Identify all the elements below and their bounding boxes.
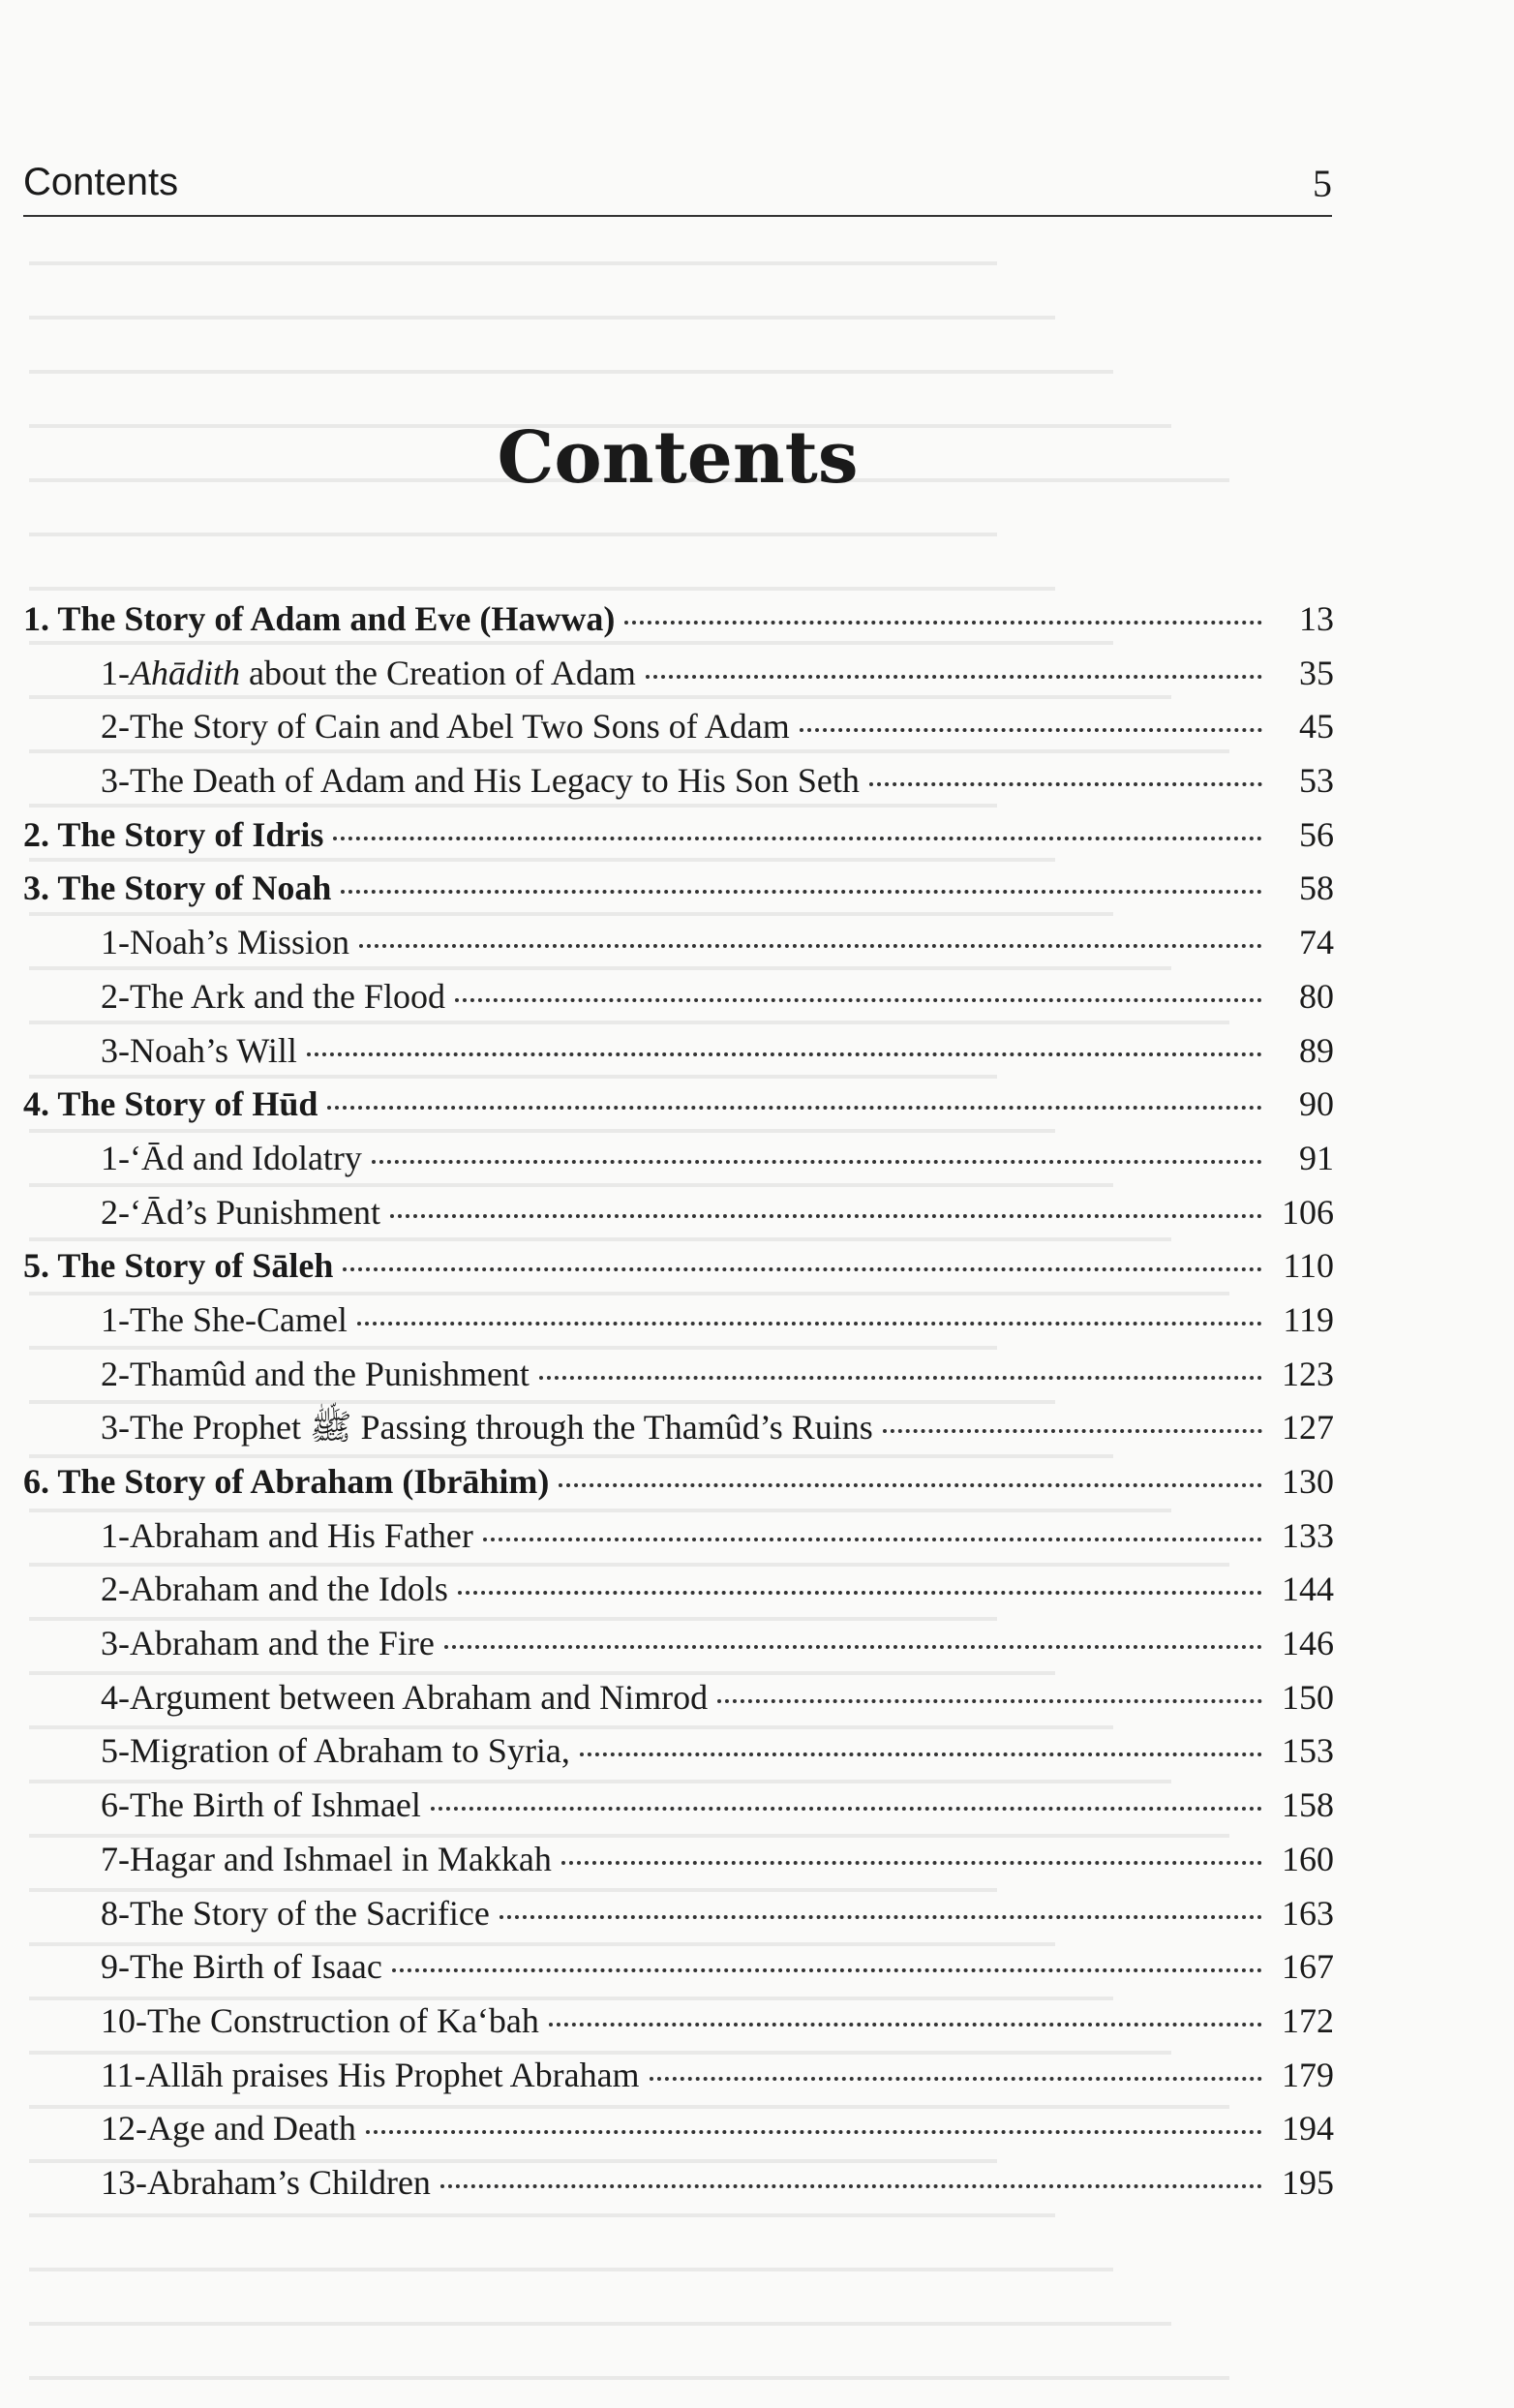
toc-dot-leader	[366, 2130, 1262, 2134]
toc-dot-leader	[624, 621, 1262, 625]
toc-section-entry	[23, 1186, 1334, 1240]
toc-section-entry	[23, 2102, 1334, 2156]
show-through-line	[29, 2322, 1171, 2326]
toc-entry-page-number: 110	[1283, 1246, 1334, 1286]
toc-entry-page-number: 163	[1282, 1893, 1334, 1933]
toc-section-entry	[23, 1348, 1334, 1402]
toc-dot-leader	[327, 1106, 1262, 1110]
toc-entry-label: 1-Abraham and His Father	[101, 1515, 473, 1555]
toc-dot-leader	[869, 782, 1262, 786]
toc-entry-label: 8-The Story of the Sacrifice	[101, 1893, 490, 1933]
toc-dot-leader	[580, 1753, 1262, 1756]
toc-section-entry	[23, 1401, 1334, 1455]
toc-entry-page-number: 56	[1299, 814, 1334, 854]
toc-entry-page-number: 119	[1283, 1299, 1334, 1339]
toc-entry-label: 5. The Story of Sāleh	[23, 1246, 334, 1286]
toc-entry-page-number: 146	[1282, 1624, 1334, 1663]
toc-chapter-entry	[23, 593, 1334, 647]
toc-dot-leader	[800, 728, 1262, 732]
toc-entry-label: 2-The Ark and the Flood	[101, 976, 445, 1016]
table-of-contents	[23, 593, 1334, 2210]
toc-chapter-entry	[23, 1078, 1334, 1132]
toc-dot-leader	[561, 1861, 1262, 1865]
toc-section-entry	[23, 754, 1334, 808]
toc-chapter-entry	[23, 808, 1334, 863]
page-title: Contents	[497, 416, 859, 500]
toc-section-entry	[23, 1833, 1334, 1887]
toc-entry-label: 9-The Birth of Isaac	[101, 1947, 382, 1987]
toc-chapter-entry	[23, 862, 1334, 916]
toc-dot-leader	[307, 1052, 1262, 1056]
toc-entry-label: 1-‘Ād and Idolatry	[101, 1138, 362, 1177]
toc-section-entry	[23, 1509, 1334, 1564]
toc-entry-page-number: 158	[1282, 1785, 1334, 1825]
toc-entry-page-number: 123	[1282, 1354, 1334, 1393]
toc-section-entry	[23, 2156, 1334, 2210]
toc-dot-leader	[549, 2023, 1262, 2027]
toc-dot-leader	[646, 675, 1262, 679]
toc-entry-page-number: 153	[1282, 1731, 1334, 1771]
toc-entry-page-number: 144	[1282, 1570, 1334, 1609]
toc-entry-label: 13-Abraham’s Children	[101, 2162, 431, 2202]
toc-entry-label: 2-Thamûd and the Punishment	[101, 1354, 530, 1393]
toc-section-entry	[23, 2049, 1334, 2103]
toc-section-entry	[23, 1724, 1334, 1779]
toc-entry-label: 5-Migration of Abraham to Syria,	[101, 1731, 570, 1771]
toc-section-entry	[23, 1887, 1334, 1941]
toc-entry-page-number: 74	[1299, 923, 1334, 962]
toc-entry-label: 11-Allāh praises His Prophet Abraham	[101, 2055, 640, 2094]
toc-entry-page-number: 53	[1299, 761, 1334, 801]
running-header	[23, 157, 1332, 217]
toc-entry-page-number: 172	[1282, 2000, 1334, 2040]
toc-entry-page-number: 160	[1282, 1839, 1334, 1878]
toc-dot-leader	[333, 837, 1262, 840]
show-through-line	[29, 2213, 1055, 2217]
toc-entry-page-number: 45	[1299, 707, 1334, 747]
toc-entry-page-number: 133	[1282, 1515, 1334, 1555]
toc-section-entry	[23, 1779, 1334, 1833]
toc-dot-leader	[440, 2184, 1262, 2188]
toc-entry-label: 6-The Birth of Ishmael	[101, 1785, 421, 1825]
toc-entry-label: 3-Abraham and the Fire	[101, 1624, 435, 1663]
toc-section-entry	[23, 1294, 1334, 1348]
toc-chapter-entry	[23, 1239, 1334, 1294]
toc-entry-label: 3-The Death of Adam and His Legacy to His Son Seth	[101, 761, 860, 801]
show-through-line	[29, 2268, 1113, 2271]
toc-section-entry	[23, 1671, 1334, 1725]
toc-entry-page-number: 89	[1299, 1030, 1334, 1070]
toc-entry-label: 4-Argument between Abraham and Nimrod	[101, 1677, 709, 1717]
toc-entry-page-number: 106	[1282, 1192, 1334, 1232]
toc-section-entry	[23, 1563, 1334, 1617]
toc-dot-leader	[341, 890, 1262, 894]
toc-entry-page-number: 90	[1299, 1084, 1334, 1124]
toc-entry-label: 3-The Prophet ﷺ Passing through the Thamûd’s Ruins	[101, 1408, 873, 1448]
toc-dot-leader	[455, 998, 1262, 1002]
show-through-line	[29, 2376, 1229, 2380]
toc-entry-page-number: 194	[1282, 2109, 1334, 2149]
toc-dot-leader	[717, 1699, 1262, 1703]
running-header-page-number: 5	[1313, 162, 1332, 205]
toc-chapter-entry	[23, 1455, 1334, 1509]
toc-entry-label: 1. The Story of Adam and Eve (Hawwa)	[23, 599, 616, 638]
toc-dot-leader	[559, 1483, 1262, 1487]
toc-dot-leader	[444, 1645, 1262, 1649]
toc-section-entry	[23, 916, 1334, 970]
toc-entry-page-number: 58	[1299, 869, 1334, 908]
show-through-line	[29, 316, 1055, 320]
show-through-line	[29, 587, 1055, 591]
toc-entry-page-number: 150	[1282, 1677, 1334, 1717]
toc-entry-page-number: 80	[1299, 976, 1334, 1016]
toc-dot-leader	[343, 1267, 1262, 1271]
toc-section-entry	[23, 1617, 1334, 1671]
toc-entry-label: 7-Hagar and Ishmael in Makkah	[101, 1839, 552, 1878]
toc-entry-label: 2-The Story of Cain and Abel Two Sons of Adam	[101, 707, 790, 747]
toc-entry-label: 4. The Story of Hūd	[23, 1084, 318, 1124]
toc-entry-label: 3-Noah’s Will	[101, 1030, 297, 1070]
toc-section-entry	[23, 1024, 1334, 1079]
toc-entry-page-number: 167	[1282, 1947, 1334, 1987]
toc-entry-label: 12-Age and Death	[101, 2109, 356, 2149]
toc-dot-leader	[458, 1591, 1262, 1595]
toc-entry-page-number: 35	[1299, 653, 1334, 692]
toc-dot-leader	[431, 1807, 1262, 1811]
toc-entry-label: 3. The Story of Noah	[23, 869, 332, 908]
toc-section-entry	[23, 1940, 1334, 1995]
toc-section-entry	[23, 1995, 1334, 2049]
toc-entry-page-number: 127	[1282, 1408, 1334, 1448]
running-header-section: Contents	[23, 161, 179, 203]
toc-entry-page-number: 130	[1282, 1462, 1334, 1501]
toc-dot-leader	[539, 1376, 1262, 1380]
toc-entry-label: 1-The She-Camel	[101, 1299, 348, 1339]
toc-dot-leader	[357, 1322, 1262, 1326]
toc-dot-leader	[390, 1214, 1262, 1218]
toc-entry-page-number: 195	[1282, 2162, 1334, 2202]
toc-dot-leader	[372, 1160, 1262, 1164]
toc-dot-leader	[483, 1538, 1262, 1541]
toc-entry-page-number: 179	[1282, 2055, 1334, 2094]
toc-section-entry	[23, 1132, 1334, 1186]
toc-section-entry	[23, 970, 1334, 1024]
show-through-line	[29, 261, 997, 265]
show-through-line	[29, 370, 1113, 374]
toc-entry-label: 10-The Construction of Ka‘bah	[101, 2000, 539, 2040]
toc-entry-label: 6. The Story of Abraham (Ibrāhim)	[23, 1462, 550, 1501]
toc-entry-label: 2-Abraham and the Idols	[101, 1570, 448, 1609]
toc-entry-label: 2. The Story of Idris	[23, 814, 324, 854]
show-through-line	[29, 533, 997, 536]
toc-dot-leader	[500, 1915, 1262, 1919]
toc-dot-leader	[359, 944, 1262, 948]
toc-section-entry	[23, 700, 1334, 754]
toc-dot-leader	[650, 2077, 1262, 2081]
toc-entry-label: 2-‘Ād’s Punishment	[101, 1192, 381, 1232]
toc-dot-leader	[392, 1968, 1262, 1972]
toc-entry-page-number: 13	[1299, 599, 1334, 638]
toc-entry-page-number: 91	[1299, 1138, 1334, 1177]
toc-section-entry	[23, 647, 1334, 701]
toc-entry-label: 1-Noah’s Mission	[101, 923, 350, 962]
toc-entry-label: 1-Ahādith about the Creation of Adam	[101, 653, 636, 692]
toc-dot-leader	[883, 1429, 1262, 1433]
